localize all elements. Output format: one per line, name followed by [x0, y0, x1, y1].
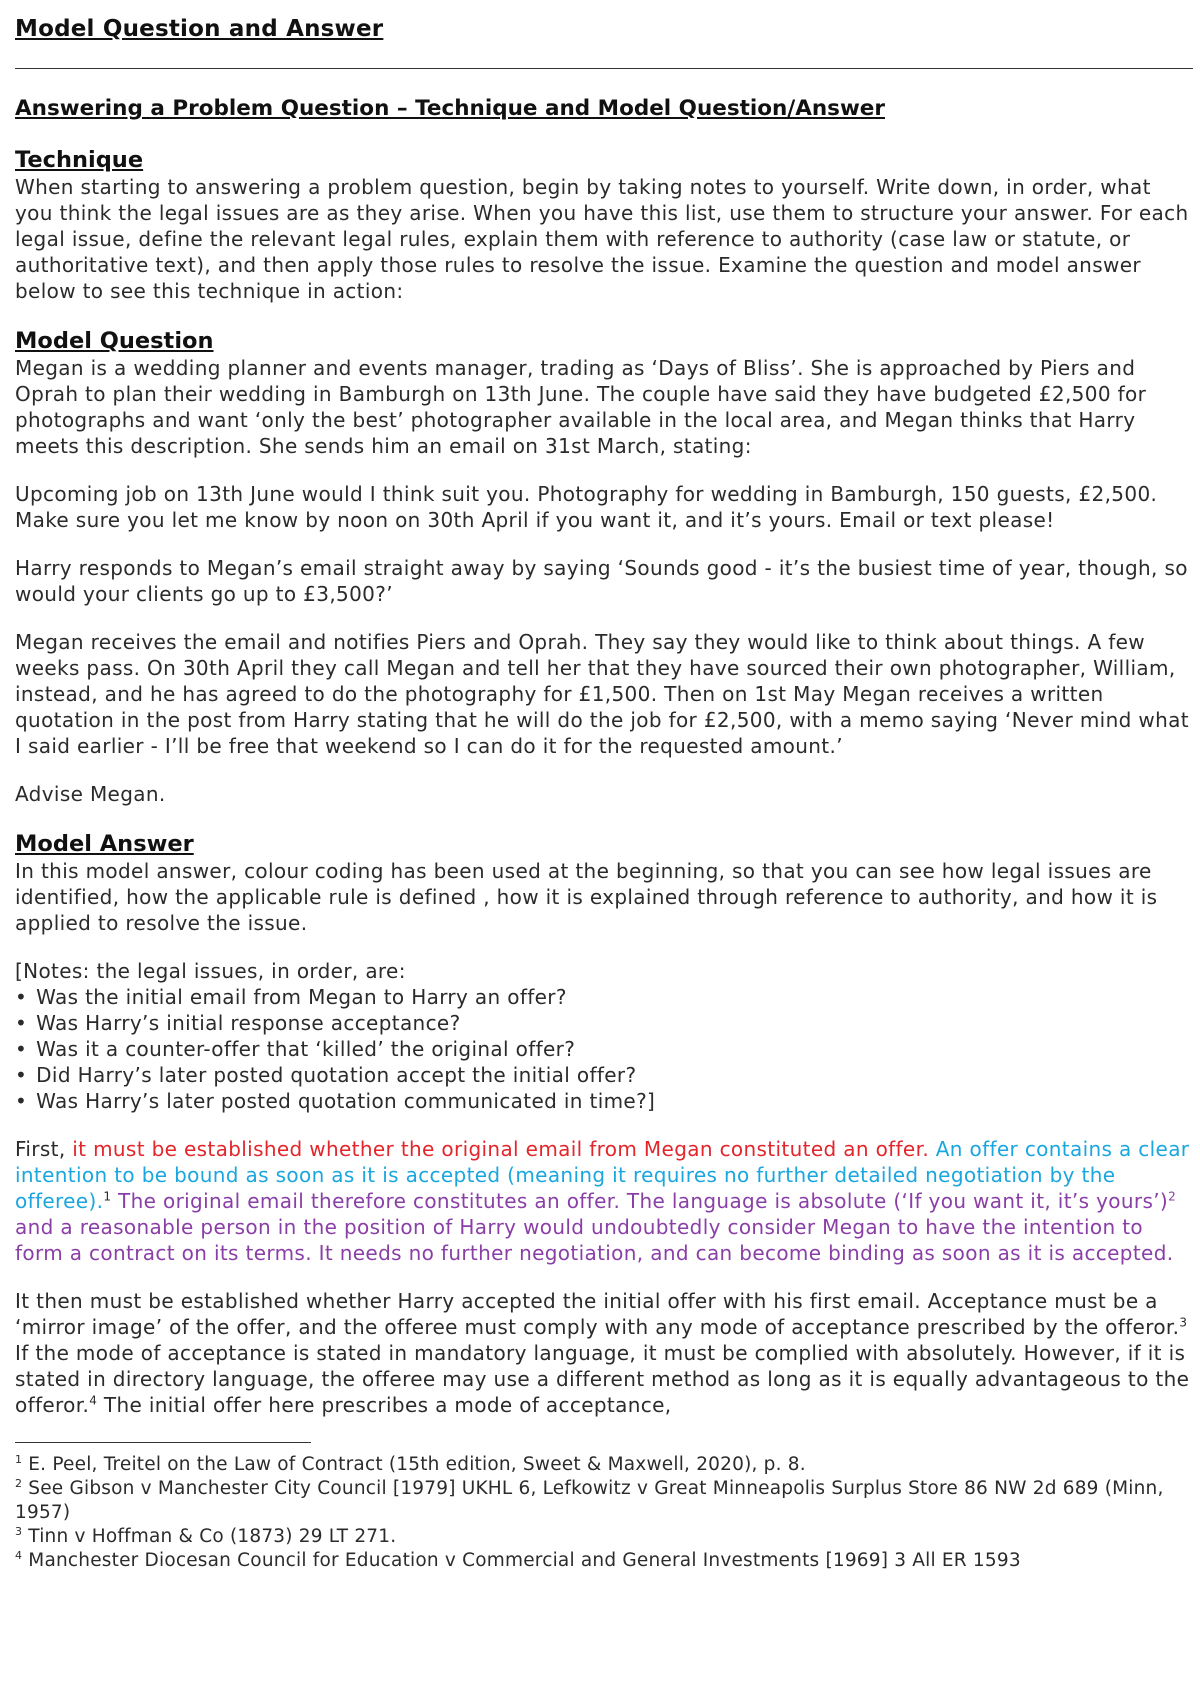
notes-label: [Notes: the legal issues, in order, are:	[15, 959, 406, 983]
footnote-ref-1[interactable]: 1	[103, 1189, 112, 1204]
footnote-number: 1	[15, 1452, 23, 1466]
acceptance-text-c: The initial offer here prescribes a mode of acceptance,	[97, 1393, 672, 1417]
answer-plain-text: First,	[15, 1137, 73, 1161]
acceptance-text-b: If the mode of acceptance is stated in mandatory language, it must be complied with absolutely. However, if it is stated in directory language, the offeree may use a different method as long as it is equally advantageous to the offeror.	[15, 1341, 1190, 1417]
footnote-ref-2[interactable]: 2	[1168, 1189, 1177, 1204]
technique-paragraph: When starting to answering a problem question, begin by taking notes to yourself. Write down, in order, what you think the legal issues are as they arise. When you have this list, use them to structure your answer. For each legal issue, define the relevant legal rules, explain them with reference to authority (case law or statute, or authoritative text), and then apply those rules to resolve the issue. Examine the question and model answer below to see this technique in action:	[15, 175, 1189, 303]
acceptance-text-a: It then must be established whether Harry accepted the initial offer with his first email. Acceptance must be a ‘mirror image’ of the offer, and the offeree must comply with any mode of acceptance prescribed by the offeror.	[15, 1289, 1180, 1339]
footnote-divider	[15, 1442, 311, 1443]
list-item: • Was Harry’s later posted quotation communicated in time?]	[15, 1088, 1195, 1114]
list-item: • Did Harry’s later posted quotation accept the initial offer?	[15, 1062, 1195, 1088]
footnote-ref-3[interactable]: 3	[1179, 1315, 1188, 1330]
question-instruction: Advise Megan.	[15, 782, 166, 806]
issue-text: it must be established whether the original email from Megan constituted an offer	[72, 1137, 923, 1161]
model-question-heading: Model Question	[15, 328, 214, 354]
footnote-number: 3	[15, 1524, 23, 1538]
issue-text-end: .	[922, 1137, 936, 1161]
question-paragraph-1: Megan is a wedding planner and events manager, trading as ‘Days of Bliss’. She is approached by Piers and Oprah to plan their wedding in Bamburgh on 13th June. The couple have said they have budgeted £2,500 for photographs and want ‘only the best’ photographer available in the local area, and Megan thinks that Harry meets this description. She sends him an email on 31st March, stating:	[15, 356, 1147, 458]
list-item: • Was it a counter-offer that ‘killed’ the original offer?	[15, 1036, 1195, 1062]
list-item: • Was the initial email from Megan to Harry an offer?	[15, 984, 1195, 1010]
question-paragraph-4: Megan receives the email and notifies Piers and Oprah. They say they would like to think about things. A few weeks pass. On 30th April they call Megan and tell her that they have sourced their own photographer, William, instead, and he has agreed to do the photography for £1,500. Then on 1st May Megan receives a written quotation in the post from Harry stating that he will do the job for £2,500, with a memo saying ‘Never mind what I said earlier - I’ll be free that weekend so I can do it for the requested amount.’	[15, 630, 1189, 758]
document-title: Model Question and Answer	[15, 16, 384, 42]
footnote-1	[15, 1453, 1195, 1477]
footnote-text: Tinn v Hoffman & Co (1873) 29 LT 271.	[22, 1526, 397, 1547]
answer-paragraph-acceptance	[15, 1288, 1195, 1418]
footnote-text: E. Peel, Treitel on the Law of Contract (15th edition, Sweet & Maxwell, 2020), p. 8.	[22, 1454, 806, 1475]
footnote-text: See Gibson v Manchester City Council [1979] UKHL 6, Lefkowitz v Great Minneapolis Surplus Store 86 NW 2d 689 (Minn, 1957)	[15, 1478, 1164, 1523]
rule-text: An offer contains a clear intention to be bound as soon as it is accepted (meaning it requires no further detailed negotiation by the offeree).	[15, 1137, 1190, 1213]
answer-paragraph-offer	[15, 1136, 1195, 1266]
application-text-continued: and a reasonable person in the position of Harry would undoubtedly consider Megan to have the intention to form a contract on its terms. It needs no further negotiation, and can become binding as soon as it is accepted.	[15, 1215, 1174, 1265]
answer-intro: In this model answer, colour coding has been used at the beginning, so that you can see how legal issues are identified, how the applicable rule is defined , how it is explained through reference to authority, and how it is applied to resolve the issue.	[15, 859, 1158, 935]
footnotes	[15, 1453, 1195, 1573]
technique-heading: Technique	[15, 147, 144, 173]
document-subtitle: Answering a Problem Question – Technique and Model Question/Answer	[15, 96, 885, 121]
list-item: • Was Harry’s initial response acceptance?	[15, 1010, 1195, 1036]
question-paragraph-3: Harry responds to Megan’s email straight away by saying ‘Sounds good - it’s the busiest time of year, though, so would your clients go up to £3,500?’	[15, 556, 1188, 606]
document-page	[15, 10, 1195, 1573]
title-divider	[15, 68, 1193, 69]
application-text: The original email therefore constitutes an offer. The language is absolute (‘If you want it, it’s yours’)	[111, 1189, 1169, 1213]
footnote-2	[15, 1477, 1195, 1525]
question-email-quote: Upcoming job on 13th June would I think suit you. Photography for wedding in Bamburgh, 150 guests, £2,500. Make sure you let me know by noon on 30th April if you want it, and it’s yours. Email or text please!	[15, 482, 1158, 532]
model-answer-heading: Model Answer	[15, 831, 194, 857]
footnote-4	[15, 1549, 1195, 1573]
footnote-number: 4	[15, 1548, 23, 1562]
footnote-text: Manchester Diocesan Council for Education v Commercial and General Investments [1969] 3 All ER 1593	[22, 1550, 1021, 1571]
footnote-ref-4[interactable]: 4	[89, 1393, 98, 1408]
footnote-3	[15, 1525, 1195, 1549]
legal-issues-list	[15, 984, 1195, 1114]
footnote-number: 2	[15, 1476, 23, 1490]
